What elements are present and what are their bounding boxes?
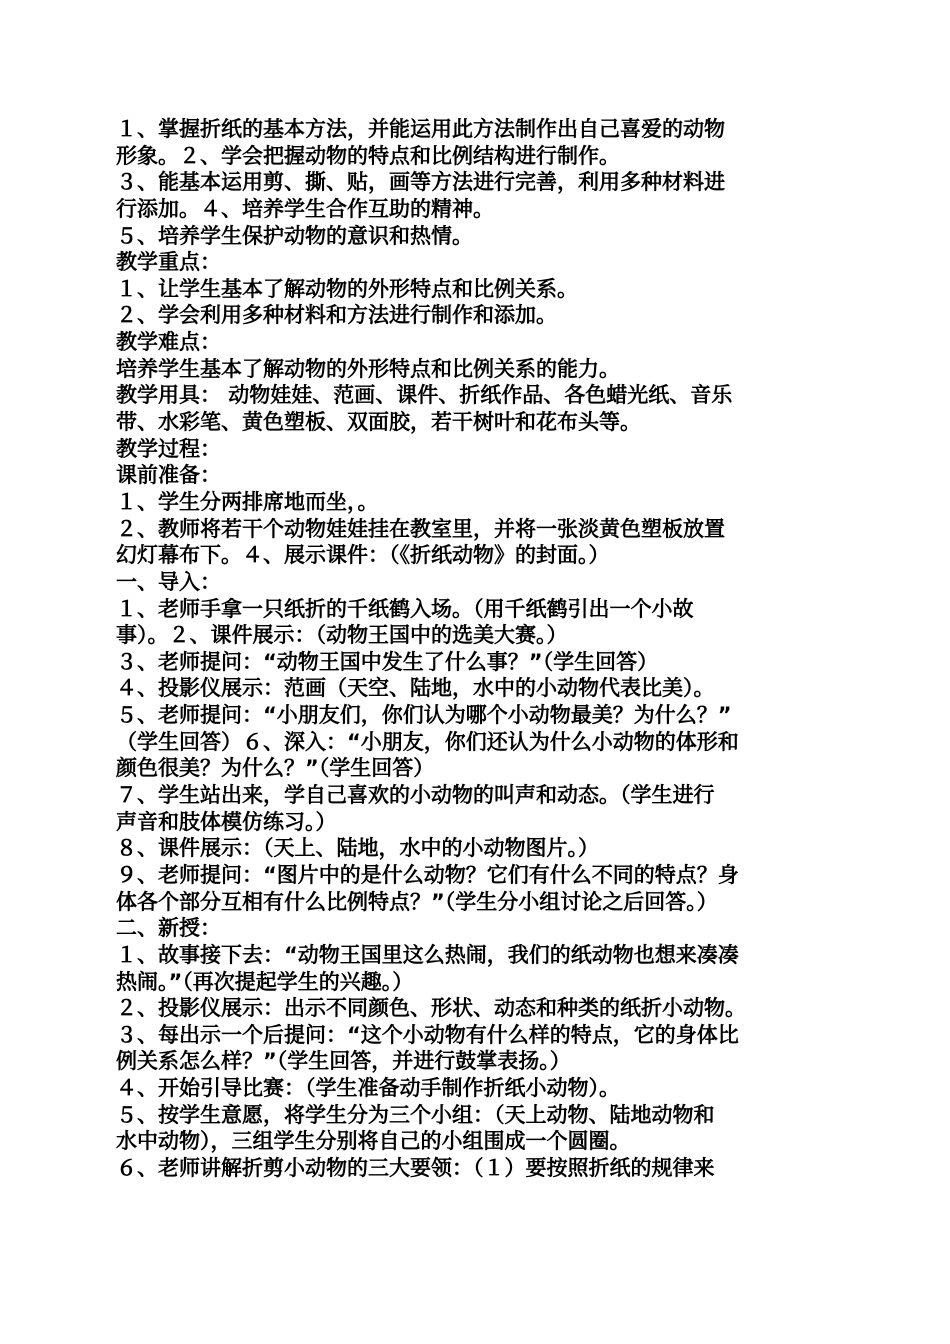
text-line: （学生回答）６、深入：“小朋友，你们还认为什么小动物的体形和	[116, 729, 739, 754]
text-line: ６、老师讲解折剪小动物的三大要领：（１）要按照折纸的规律来	[116, 1155, 715, 1180]
section-heading: 二、新授：	[116, 916, 221, 941]
section-heading: 一、导入：	[116, 569, 221, 594]
text-line: ３、能基本运用剪、撕、贴，画等方法进行完善，利用多种材料进	[116, 170, 725, 195]
text-line: 声音和肢体模仿练习。）	[116, 809, 337, 834]
text-line: 形象。２、学会把握动物的特点和比例结构进行制作。	[116, 143, 620, 168]
text-line: １、学生分两排席地而坐，。	[116, 489, 379, 514]
text-line: 例关系怎么样？”（学生回答，并进行鼓掌表扬。）	[116, 1049, 571, 1074]
lesson-plan-text	[116, 116, 830, 1182]
text-line: ３、每出示一个后提问：“这个小动物有什么样的特点，它的身体比	[116, 1022, 739, 1047]
text-line: 水中动物），三组学生分别将自己的小组围成一个圆圈。	[116, 1129, 631, 1154]
text-line: １、掌握折纸的基本方法，并能运用此方法制作出自己喜爱的动物	[116, 117, 725, 141]
text-line: ７、学生站出来，学自己喜欢的小动物的叫声和动态。（学生进行	[116, 783, 715, 808]
text-line: ３、老师提问：“动物王国中发生了什么事？”（学生回答）	[116, 649, 659, 674]
text-line: 热闹。”（再次提起学生的兴趣。）	[116, 969, 414, 994]
text-line: 带、水彩笔、黄色塑板、双面胶，若干树叶和花布头等。	[116, 410, 641, 435]
text-line: ９、老师提问：“图片中的是什么动物？它们有什么不同的特点？身	[116, 862, 739, 887]
text-line: １、让学生基本了解动物的外形特点和比例关系。	[116, 276, 578, 301]
text-line: １、老师手拿一只纸折的千纸鹤入场。（用千纸鹤引出一个小故	[116, 596, 694, 621]
text-line: 事）。２、课件展示：（动物王国中的选美大赛。）	[116, 623, 568, 648]
text-line: 教学用具： 动物娃娃、范画、课件、折纸作品、各色蜡光纸、音乐	[116, 383, 733, 408]
text-line: ４、开始引导比赛：（学生准备动手制作折纸小动物）。	[116, 1076, 620, 1101]
section-heading: 教学重点：	[116, 250, 221, 275]
text-line: ５、老师提问：“小朋友们，你们认为哪个小动物最美？为什么？”	[116, 703, 732, 728]
section-heading: 教学过程：	[116, 436, 221, 461]
text-line: 幻灯幕布下。４、展示课件：（《折纸动物》的封面。）	[116, 543, 610, 568]
text-line: ４、投影仪展示：范画（天空、陆地，水中的小动物代表比美）。	[116, 676, 715, 701]
text-line: ２、学会利用多种材料和方法进行制作和添加。	[116, 303, 557, 328]
text-line: ５、培养学生保护动物的意识和热情。	[116, 223, 473, 248]
text-line: 体各个部分互相有什么比例特点？”（学生分小组讨论之后回答。）	[116, 889, 718, 914]
text-line: 颜色很美？为什么？”（学生回答）	[116, 756, 435, 781]
text-line: 培养学生基本了解动物的外形特点和比例关系的能力。	[116, 356, 620, 381]
text-line: 行添加。４、培养学生合作互助的精神。	[116, 196, 494, 221]
section-heading: 教学难点：	[116, 330, 221, 355]
text-line: １、故事接下去：“动物王国里这么热闹，我们的纸动物也想来凑凑	[116, 942, 739, 967]
text-line: ８、课件展示：（天上、陆地，水中的小动物图片。）	[116, 836, 599, 861]
section-heading: 课前准备：	[116, 463, 221, 488]
text-line: ５、按学生意愿，将学生分为三个小组：（天上动物、陆地动物和	[116, 1102, 715, 1127]
text-line: ２、教师将若干个动物娃娃挂在教室里，并将一张淡黄色塑板放置	[116, 516, 725, 541]
text-line: ２、投影仪展示：出示不同颜色、形状、动态和种类的纸折小动物。	[116, 996, 746, 1021]
